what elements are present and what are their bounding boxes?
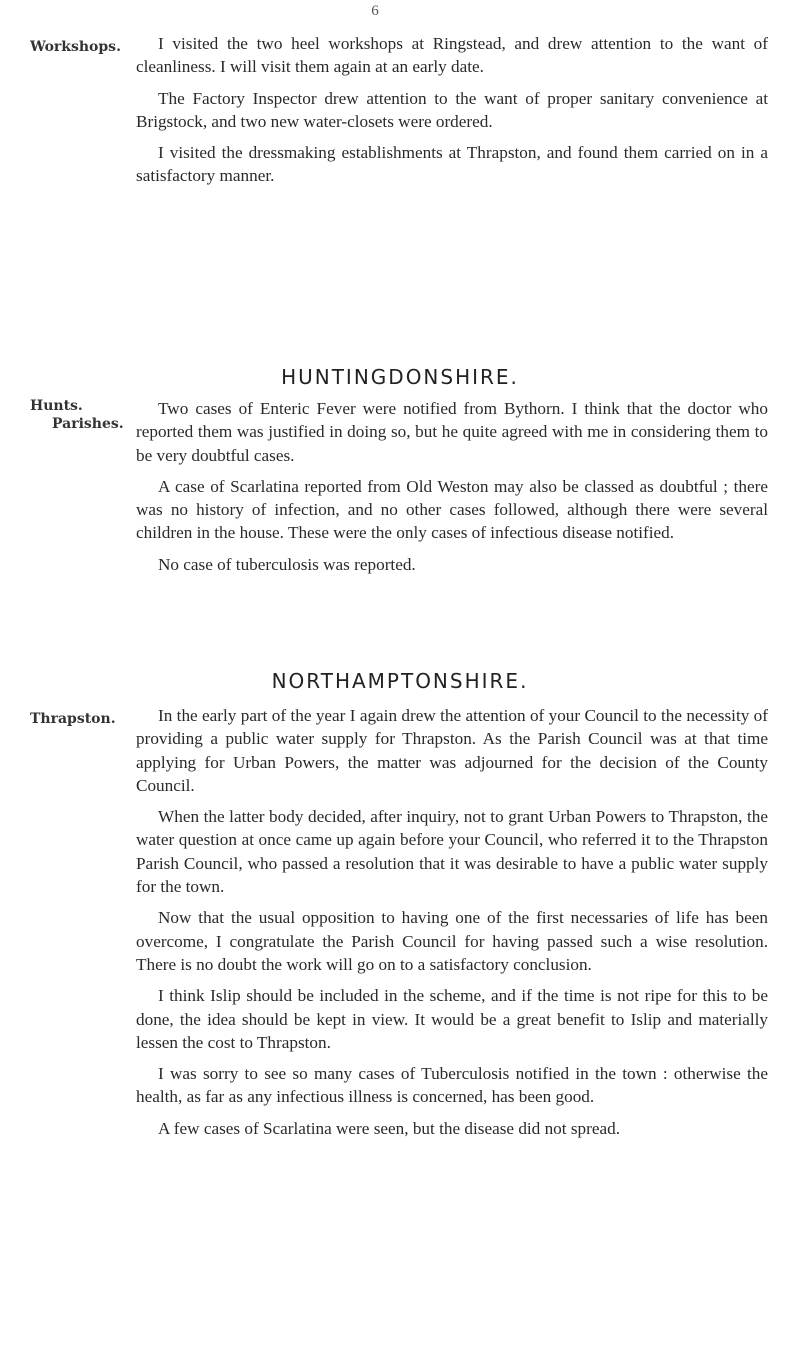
northamptonshire-body (136, 704, 768, 1140)
northamptonshire-heading: NORTHAMPTONSHIRE. (271, 669, 529, 693)
thrapston-side-heading: Thrapston. (30, 711, 116, 727)
parishes-label: Parishes. (52, 416, 124, 432)
workshops-section (30, 32, 770, 332)
paragraph: I visited the dressmaking establishments at Thrapston, and found them carried on in a satisfactory manner. (136, 143, 768, 186)
paragraph: No case of tuberculosis was reported. (158, 554, 416, 574)
huntingdonshire-section (30, 397, 770, 647)
workshops-side-heading: Workshops. (30, 39, 121, 55)
hunts-parishes-side-heading (30, 397, 140, 433)
paragraph: The Factory Inspector drew attention to the want of proper sanitary convenience at Brigstock, and two new water-closets were ordered. (136, 88, 768, 131)
paragraph: I visited the two heel workshops at Ringstead, and drew attention to the want of cleanliness. I will visit them again at an early date. (136, 34, 768, 77)
hunts-label: Hunts. (30, 398, 83, 414)
paragraph: I think Islip should be included in the scheme, and if the time is not ripe for this to be done, the idea should be kept in view. It would be a great benefit to Islip and materially lessen the cost to Thrapston. (136, 986, 768, 1052)
paragraph: I was sorry to see so many cases of Tuberculosis notified in the town : otherwise the health, as far as any infectious illness is concerned, has been good. (136, 1064, 768, 1107)
workshops-body (136, 32, 768, 188)
huntingdonshire-heading: HUNTINGDONSHIRE. (281, 365, 519, 389)
page-number: 6 (371, 3, 379, 19)
paragraph: When the latter body decided, after inquiry, not to grant Urban Powers to Thrapston, the water question at once came up again before your Council, who referred it to the Thrapston Parish Council, who passed a resolution that it was desirable to have a public water supply for the town. (136, 807, 768, 897)
paragraph: A case of Scarlatina reported from Old Weston may also be classed as doubtful ; there was no history of infection, and no other cases followed, although there were several children in the house. These were the only cases of infectious disease notified. (136, 476, 768, 543)
huntingdonshire-body (136, 397, 768, 576)
paragraph: Two cases of Enteric Fever were notified from Bythorn. I think that the doctor who reported them was justified in doing so, but he quite agreed with me in considering them to be very doubtful cases. (136, 399, 768, 465)
paragraph: Now that the usual opposition to having one of the first necessaries of life has been overcome, I congratulate the Parish Council for having passed such a wise resolution. There is no doubt the work will go on to a satisfactory conclusion. (136, 908, 768, 974)
paragraph: A few cases of Scarlatina were seen, but the disease did not spread. (158, 1118, 620, 1138)
paragraph: In the early part of the year I again drew the attention of your Council to the necessity of providing a public water supply for Thrapston. As the Parish Council was at that time applying for Urban Powers, the matter was adjourned for the decision of the County Council. (136, 706, 768, 795)
northamptonshire-section (30, 704, 770, 1344)
